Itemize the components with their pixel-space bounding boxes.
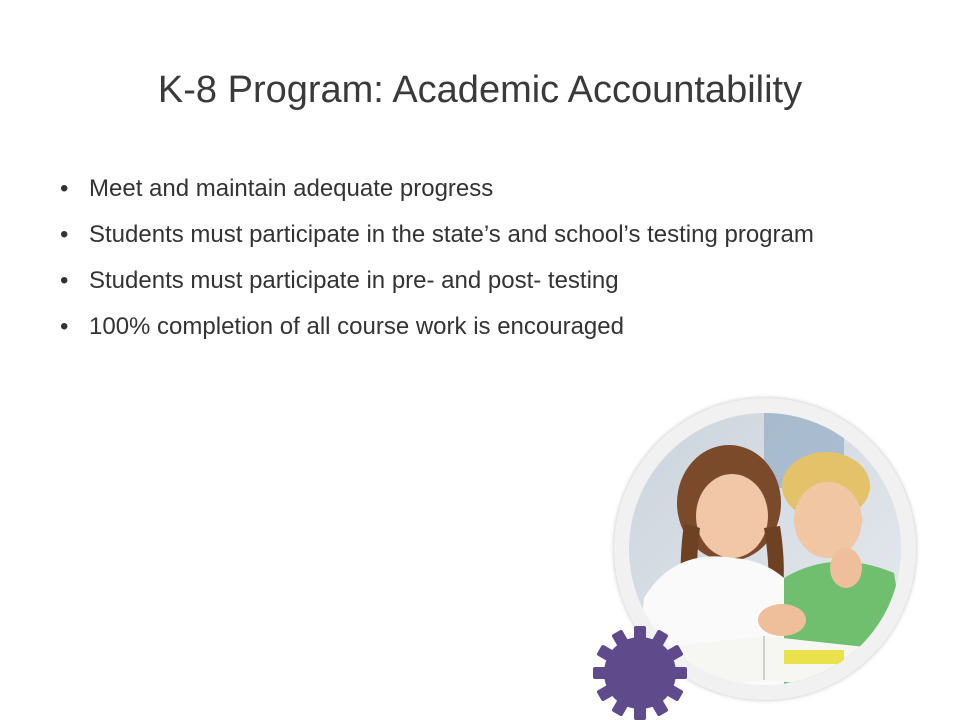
bullet-marker: • [60,175,69,202]
bullet-list [60,172,860,356]
bullet-text: Students must participate in pre- and post- testing [89,267,619,294]
bullet-item [60,310,860,344]
slide-title: K-8 Program: Academic Accountability [157,69,803,111]
bullet-text: Meet and maintain adequate progress [89,175,494,202]
bullet-marker: • [60,267,69,294]
bullet-item [60,218,860,252]
bullet-text: Students must participate in the state’s and school’s testing program [89,221,814,248]
bullet-item [60,172,860,206]
bullet-marker: • [60,221,69,248]
bullet-item [60,264,860,298]
gear-icon [592,626,688,720]
bullet-marker: • [60,313,69,340]
bullet-text: 100% completion of all course work is encouraged [89,313,624,340]
